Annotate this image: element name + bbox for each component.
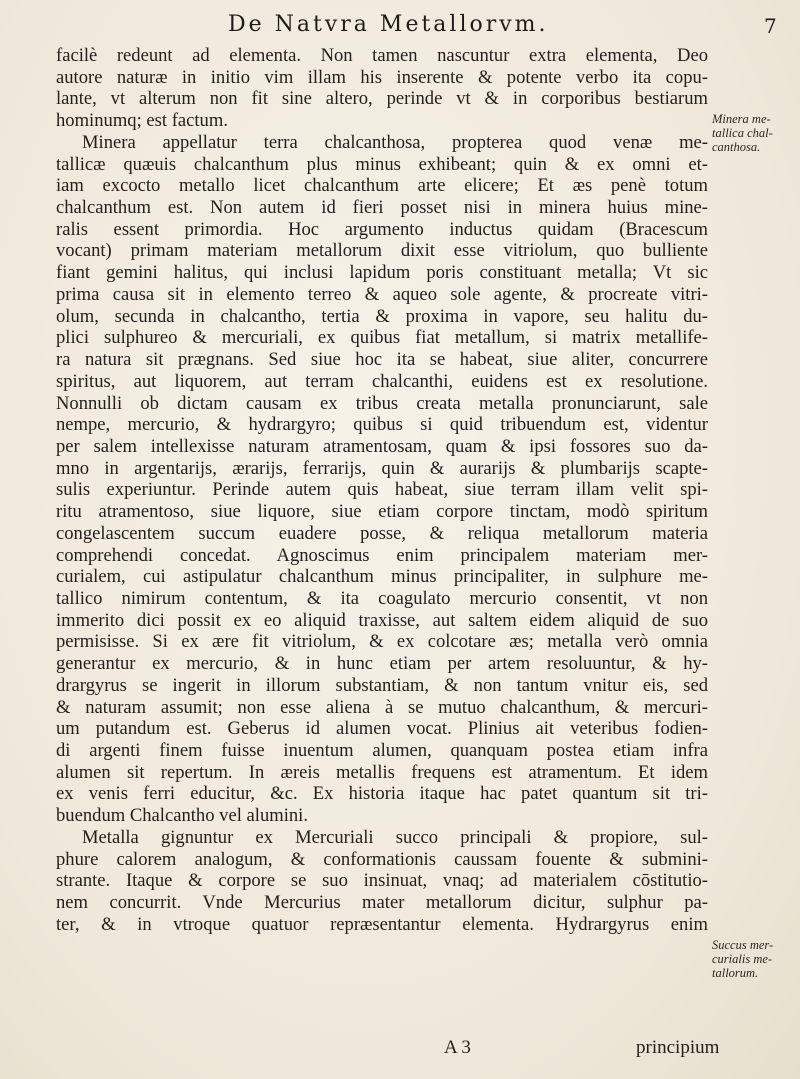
margin-note-line: canthosa. <box>712 140 761 154</box>
text-line: tallico nimirum contentum, & ita coagulato mercurio consentit, vt non <box>56 587 708 609</box>
text-line: um putandum est. Geberus id alumen vocat. Plinius ait veteribus fodien- <box>56 718 708 740</box>
signature-mark: A 3 <box>444 1037 471 1058</box>
running-head: De Natvra Metallorvm. <box>228 12 549 37</box>
text-line: iam excocto metallo licet chalcanthum arte elicere; Et æs penè totum <box>56 175 708 197</box>
text-line: vocant) primam materiam metallorum dixit esse vitriolum, quo bulliente <box>56 240 708 262</box>
text-line: permisisse. Si ex ære fit vitriolum, & ex colcotare æs; metalla verò omnia <box>56 631 708 653</box>
text-line: lante, vt alterum non fit sine altero, perinde vt & in corporibus bestiarum <box>56 88 708 110</box>
text-line: phure calorem analogum, & conformationis caussam fouente & submini- <box>56 848 708 870</box>
text-line: immerito dici possit ex eo aliquid traxisse, aut saltem eidem aliquid de suo <box>56 609 708 631</box>
text-line: ra natura sit prægnans. Sed siue hoc ita se habeat, siue aliter, concurrere <box>56 349 708 371</box>
margin-note-line: Minera me- <box>712 112 771 126</box>
text-line: generantur ex mercurio, & in hunc etiam per artem resoluuntur, & hy- <box>56 653 708 675</box>
page-number: 7 <box>764 14 777 38</box>
text-line: per salem intellexisse naturam atramentosam, quam & ipsi fossores suo da- <box>56 435 708 457</box>
text-line: Minera appellatur terra chalcanthosa, propterea quod venæ me- <box>82 131 708 153</box>
margin-note-line: curialis me- <box>712 952 773 966</box>
text-line: hominumq; est factum. <box>56 110 228 132</box>
page-footer <box>0 1037 800 1067</box>
text-line: plici sulphureo & mercuriali, ex quibus fiat metallum, si matrix metallife- <box>56 327 708 349</box>
text-line: curialem, cui astipulatur chalcanthum minus principaliter, in sulphure me- <box>56 566 708 588</box>
margin-note-line: tallica chal- <box>712 126 773 140</box>
margin-note-succus <box>712 938 798 980</box>
text-line: Metalla gignuntur ex Mercuriali succo principali & propiore, sul- <box>82 826 708 848</box>
main-text <box>56 45 708 935</box>
text-line: tallicæ quæuis chalcanthum plus minus exhibeant; quin & ex omni et- <box>56 153 708 175</box>
text-line: olum, secunda in chalcantho, tertia & proxima in vapore, seu halitu du- <box>56 305 708 327</box>
text-line: spiritus, aut liquorem, aut terram chalcanthi, euidens est ex resolutione. <box>56 370 708 392</box>
text-line: congelascentem succum euadere posse, & reliqua metallorum materia <box>56 522 708 544</box>
text-line: & naturam assumit; non esse aliena à se mutuo chalcanthum, & mercuri- <box>56 696 708 718</box>
text-line: autore naturæ in initio vim illam his inserente & potente verbo ita copu- <box>56 66 708 88</box>
text-line: ralis essent primordia. Hoc argumento inductus quidam (Bracescum <box>56 218 708 240</box>
text-line: strante. Itaque & corpore se suo insinuat, vnaq; ad materialem cōstitutio- <box>56 870 708 892</box>
page-header <box>0 8 800 44</box>
text-line: mno in argentarijs, ærarijs, ferrarijs, quin & aurarijs & plumbarijs scapte- <box>56 457 708 479</box>
text-line: prima causa sit in elemento terreo & aqueo sole agente, & procreate vitri- <box>56 283 708 305</box>
text-line: fiant gemini halitus, qui inclusi lapidum poris constituant metalla; Vt sic <box>56 262 708 284</box>
text-line: ex venis ferri educitur, &c. Ex historia itaque hac patet quantum sit tri- <box>56 783 708 805</box>
text-line: chalcanthum est. Non autem id fieri posset nisi in minera huius mine- <box>56 197 708 219</box>
text-line: comprehendi concedat. Agnoscimus enim principalem materiam mer- <box>56 544 708 566</box>
text-line: facilè redeunt ad elementa. Non tamen nascuntur extra elementa, Deo <box>56 45 708 66</box>
text-line: ter, & in vtroque quatuor repræsentantur elementa. Hydrargyrus enim <box>56 913 708 935</box>
text-line: drargyrus se ingerit in illorum substantiam, & non tantum vnitur eis, sed <box>56 674 708 696</box>
text-line: ritu atramentoso, siue liquore, siue etiam corpore tinctam, modò spiritum <box>56 501 708 523</box>
margin-note-line: tallorum. <box>712 966 759 980</box>
text-line: nem concurrit. Vnde Mercurius mater metallorum dicitur, sulphur pa- <box>56 892 708 914</box>
text-line: sulis experiuntur. Perinde autem quis habeat, siue terram illam velit spi- <box>56 479 708 501</box>
margin-note-minera <box>712 112 798 154</box>
text-line: di argenti finem fuisse inuentum alumen, quanquam postea etiam infra <box>56 740 708 761</box>
text-line: buendum Chalcantho vel alumini. <box>56 805 308 827</box>
catchword: principium <box>636 1037 720 1058</box>
margin-note-line: Succus mer- <box>712 938 774 952</box>
text-line: alumen sit repertum. In æreis metallis frequens est atramentum. Et idem <box>56 761 708 783</box>
text-line: Nonnulli ob dictam causam ex tribus creata metalla pronunciarunt, sale <box>56 392 708 414</box>
text-line: nempe, mercurio, & hydrargyro; quibus si quid tribuendum est, videntur <box>56 414 708 436</box>
